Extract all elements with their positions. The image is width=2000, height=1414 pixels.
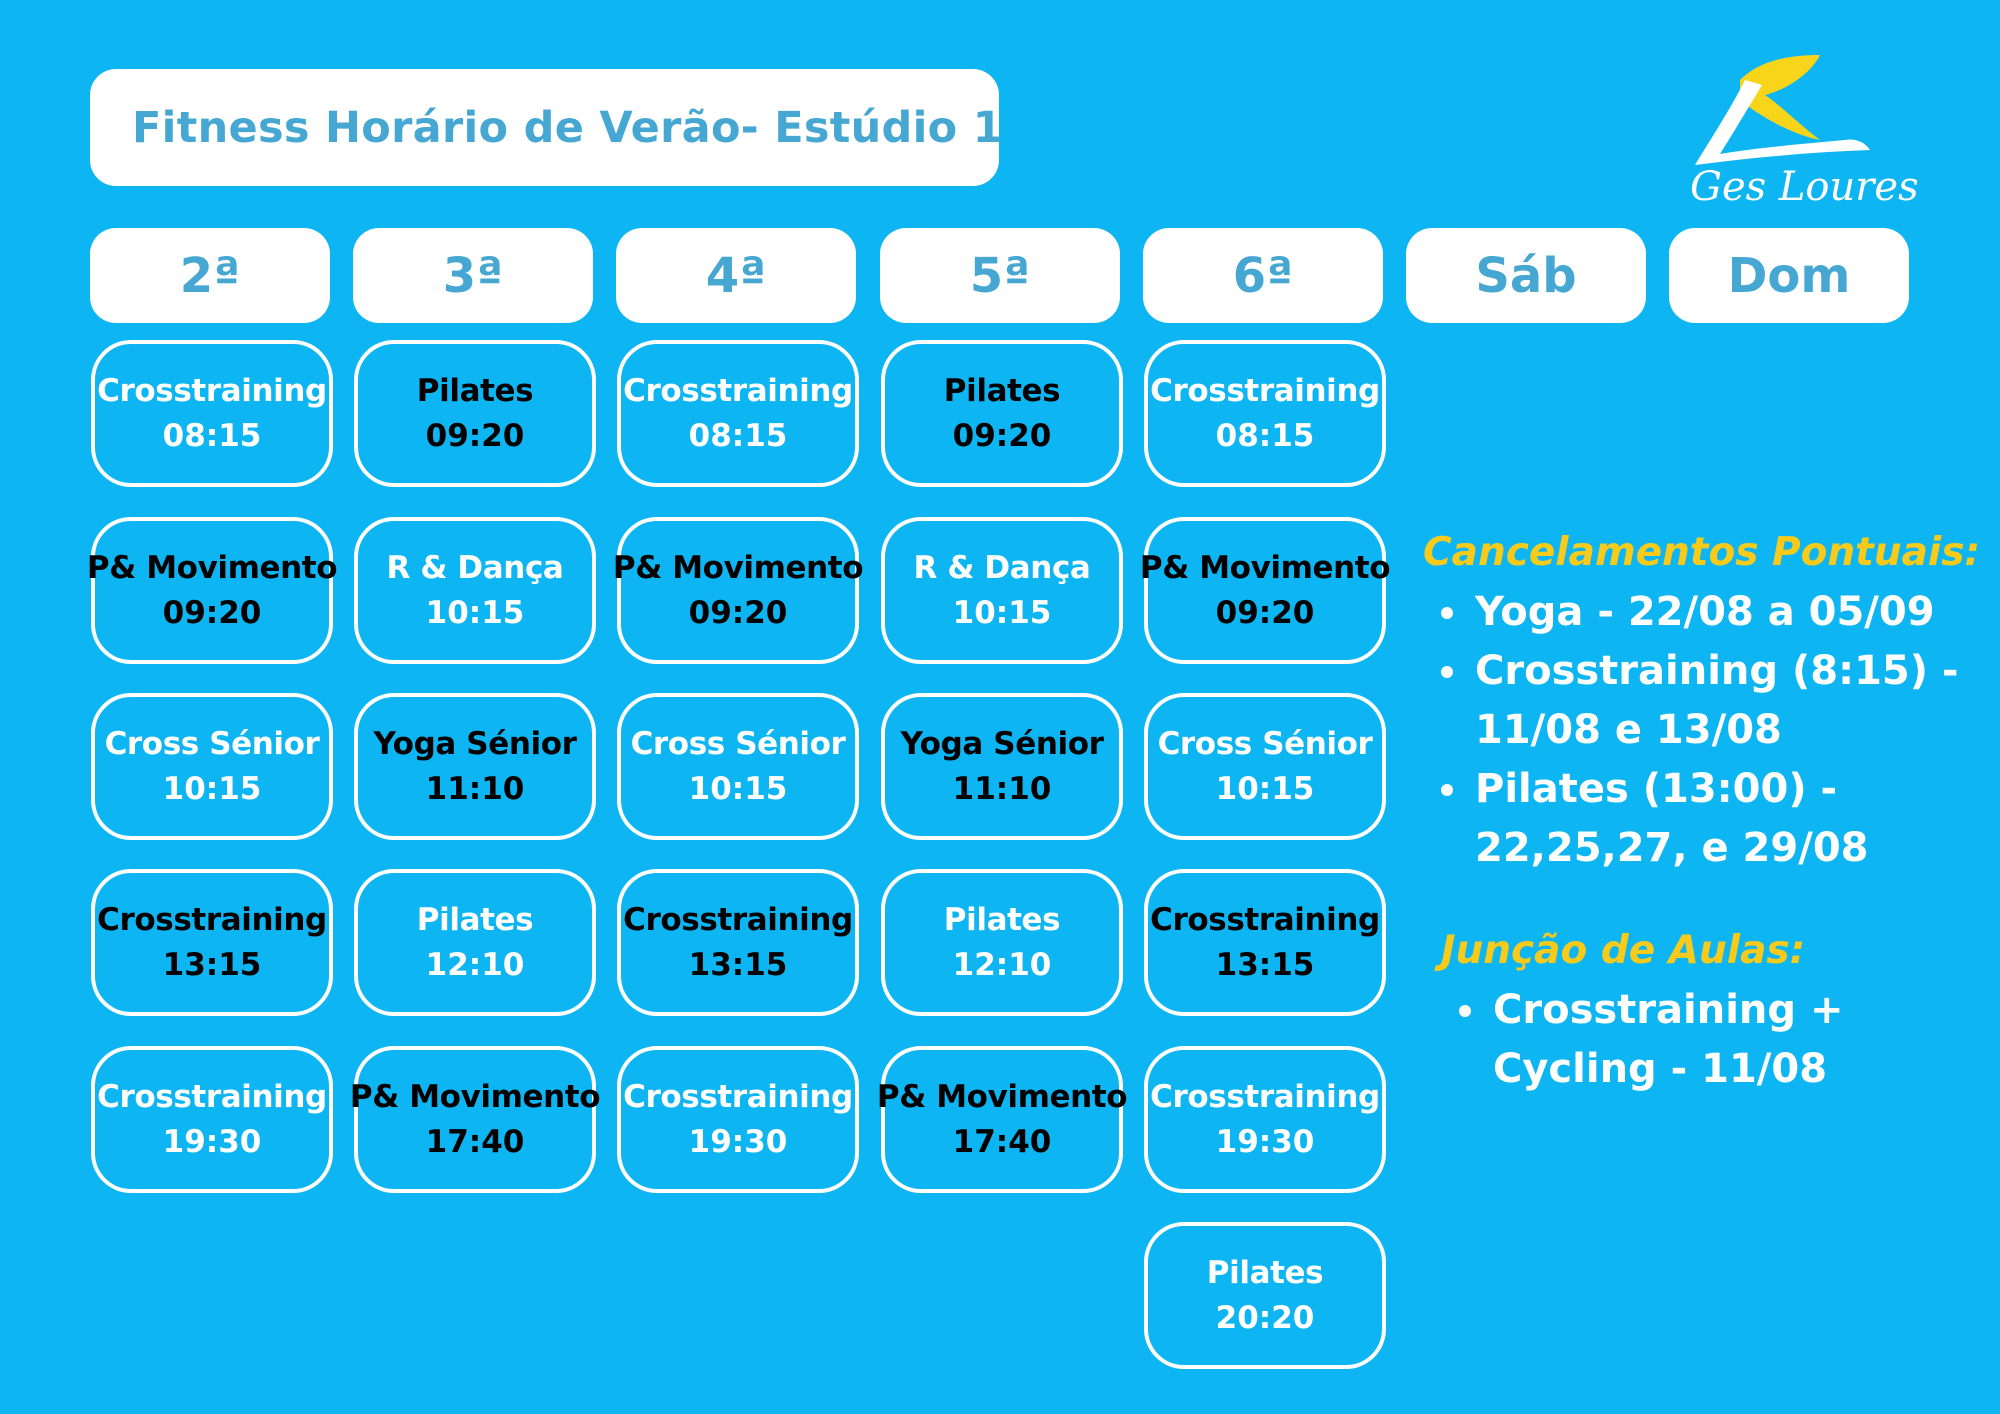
class-name: Crosstraining [97,901,327,938]
day-header: Sáb [1406,228,1646,323]
class-slot [617,1046,859,1193]
class-time: 09:20 [1215,594,1315,631]
class-name: Crosstraining [623,901,853,938]
class-time: 08:15 [688,417,788,454]
class-slot [617,869,859,1016]
class-time: 12:10 [425,946,525,983]
class-name: Yoga Sénior [900,725,1104,762]
class-slot [354,869,596,1016]
class-slot [881,693,1123,840]
class-slot [349,1046,601,1193]
class-slot [881,869,1123,1016]
merges-heading: Junção de Aulas: [1441,928,1806,973]
class-slot [1144,340,1386,487]
class-time: 09:20 [162,594,262,631]
class-time: 10:15 [162,770,262,807]
day-header: 3ª [353,228,593,323]
class-name: Pilates [943,372,1061,409]
title-banner [90,69,1003,186]
class-slot [1144,693,1386,840]
class-slot [1139,517,1391,664]
class-time: 10:15 [425,594,525,631]
class-name: R & Dança [386,549,564,586]
day-header: 6ª [1143,228,1383,323]
class-name: Cross Sénior [1157,725,1373,762]
ges-loures-logo [1670,40,1919,215]
merge-item: Crosstraining + Cycling - 11/08 [1493,981,1913,1099]
merges-list [1441,981,1913,1099]
class-name: Cross Sénior [104,725,320,762]
cancellation-item: Yoga - 22/08 a 05/09 [1475,583,1983,642]
day-header: Dom [1669,228,1909,323]
cancellation-item: Crosstraining (8:15) - 11/08 e 13/08 [1475,642,1983,760]
class-name: Crosstraining [623,372,853,409]
day-header: 5ª [880,228,1120,323]
class-slot [876,1046,1128,1193]
class-time: 09:20 [688,594,788,631]
class-time: 20:20 [1215,1299,1315,1336]
notes-panel [1423,530,1983,1092]
class-slot [91,869,333,1016]
cancellations-heading: Cancelamentos Pontuais: [1423,530,1981,575]
class-slot [881,517,1123,664]
class-time: 11:10 [425,770,525,807]
class-name: Crosstraining [1150,1078,1380,1115]
merges-section [1441,928,1913,1099]
class-name: Crosstraining [97,1078,327,1115]
class-time: 19:30 [162,1123,262,1160]
class-name: Pilates [943,901,1061,938]
class-slot [617,340,859,487]
class-time: 13:15 [688,946,788,983]
class-slot [91,340,333,487]
class-name: Pilates [1206,1254,1324,1291]
class-slot [881,340,1123,487]
class-name: P& Movimento [1139,549,1391,586]
class-slot [91,1046,333,1193]
class-time: 09:20 [952,417,1052,454]
class-slot [1144,1222,1386,1369]
class-time: 10:15 [952,594,1052,631]
class-time: 19:30 [1215,1123,1315,1160]
day-header: 4ª [616,228,856,323]
class-slot [86,517,338,664]
class-slot [612,517,864,664]
cancellations-list [1423,583,1983,878]
class-time: 17:40 [952,1123,1052,1160]
class-name: Crosstraining [1150,372,1380,409]
class-name: P& Movimento [876,1078,1128,1115]
class-name: R & Dança [913,549,1091,586]
class-slot [354,693,596,840]
svg-text:Ges Loures: Ges Loures [1690,164,1919,210]
class-time: 12:10 [952,946,1052,983]
class-slot [91,693,333,840]
class-name: P& Movimento [612,549,864,586]
class-name: P& Movimento [349,1078,601,1115]
class-slot [354,517,596,664]
class-time: 11:10 [952,770,1052,807]
class-name: Crosstraining [623,1078,853,1115]
class-name: Pilates [416,372,534,409]
class-name: P& Movimento [86,549,338,586]
cancellation-item: Pilates (13:00) - 22,25,27, e 29/08 [1475,760,1983,878]
class-time: 10:15 [1215,770,1315,807]
class-time: 08:15 [162,417,262,454]
class-name: Cross Sénior [630,725,846,762]
class-name: Crosstraining [97,372,327,409]
class-time: 10:15 [688,770,788,807]
class-name: Pilates [416,901,534,938]
class-time: 13:15 [1215,946,1315,983]
class-slot [1144,1046,1386,1193]
class-name: Yoga Sénior [373,725,577,762]
class-slot [1144,869,1386,1016]
class-name: Crosstraining [1150,901,1380,938]
class-time: 09:20 [425,417,525,454]
class-slot [617,693,859,840]
class-slot [354,340,596,487]
class-time: 08:15 [1215,417,1315,454]
class-time: 17:40 [425,1123,525,1160]
day-header: 2ª [90,228,330,323]
class-time: 13:15 [162,946,262,983]
class-time: 19:30 [688,1123,788,1160]
page-title: Fitness Horário de Verão- Estúdio 1 [132,102,1003,153]
